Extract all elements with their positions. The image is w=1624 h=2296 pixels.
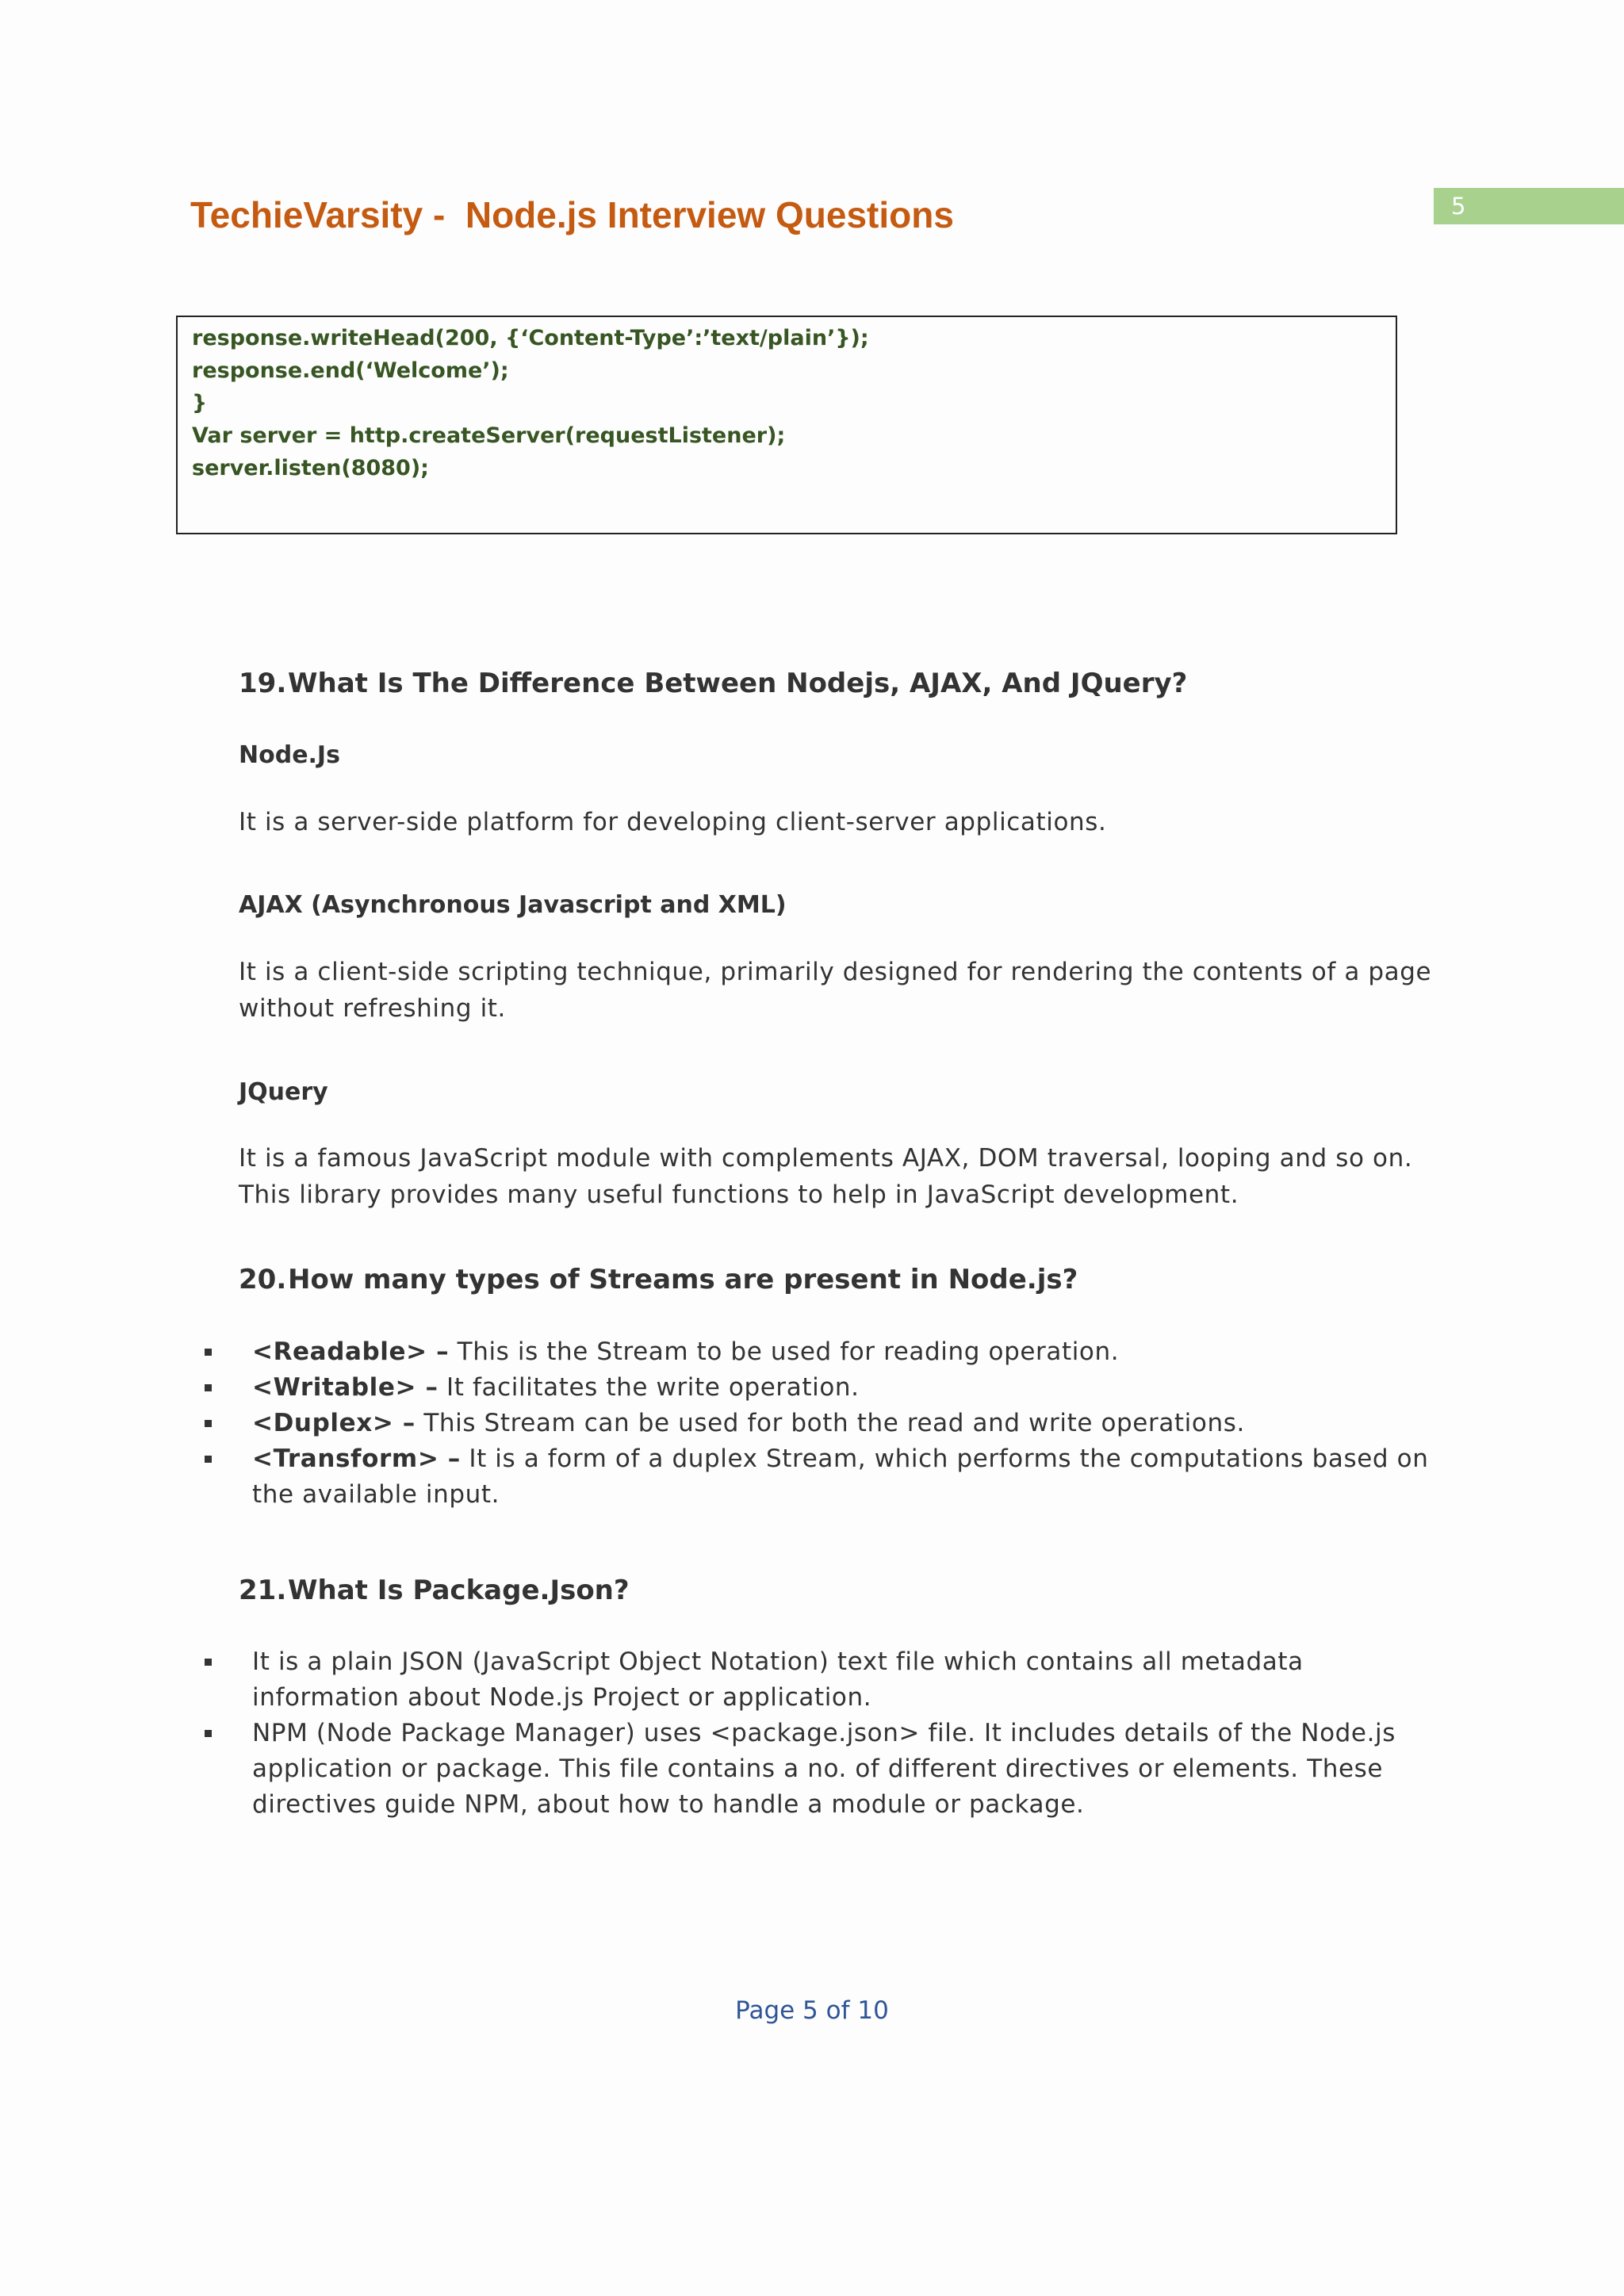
list-item-text: It is a plain JSON (JavaScript Object Notation) text file which contains all metadata information about Node.js Project or application. [252, 1647, 1304, 1712]
bullet-square-icon [205, 1659, 212, 1666]
stream-type-term: <Readable> – [252, 1337, 450, 1366]
stream-type-text: It is a form of a duplex Stream, which performs the computations based on the available input. [252, 1445, 1429, 1509]
code-line: Var server = http.createServer(requestListener); [192, 423, 786, 448]
bullet-square-icon [205, 1349, 212, 1356]
stream-type-term: <Writable> – [252, 1373, 439, 1402]
list-item [205, 1716, 1442, 1823]
list-item [205, 1370, 1442, 1406]
question-title: What Is The Difference Between Nodejs, AJAX, And JQuery? [288, 668, 1188, 699]
stream-type-text: This Stream can be used for both the read and write operations. [415, 1409, 1245, 1437]
stream-type-term: <Duplex> – [252, 1409, 416, 1437]
stream-type-term: <Transform> – [252, 1445, 461, 1473]
bullet-square-icon [205, 1730, 212, 1737]
code-line: response.end(‘Welcome’); [192, 358, 509, 383]
page-number-tab: 5 [1434, 188, 1624, 224]
question-number: 20. [239, 1264, 287, 1295]
jquery-subheading: JQuery [239, 1078, 328, 1106]
code-block [176, 316, 1397, 534]
ajax-description: It is a client-side scripting technique, primarily designed for rendering the contents of a page without refreshing it. [239, 958, 1432, 1023]
code-line: response.writeHead(200, {‘Content-Type’:’text/plain’}); [192, 326, 869, 350]
list-item [205, 1644, 1442, 1716]
code-line: server.listen(8080); [192, 456, 429, 480]
stream-type-text: It facilitates the write operation. [438, 1373, 860, 1402]
question-title: How many types of Streams are present in Node.js? [288, 1264, 1078, 1295]
stream-types-list [205, 1334, 1442, 1513]
list-item [205, 1406, 1442, 1441]
question-21-heading [239, 1575, 630, 1606]
bullet-square-icon [205, 1384, 212, 1391]
list-item [205, 1334, 1442, 1370]
question-title: What Is Package.Json? [288, 1575, 630, 1606]
jquery-description: It is a famous JavaScript module with complements AJAX, DOM traversal, looping and so on. This library provides many useful functions to help in JavaScript development. [239, 1144, 1413, 1209]
list-item-text: NPM (Node Package Manager) uses <package.json> file. It includes details of the Node.js application or package. This file contains a no. of different directives or elements. These directives guide NPM, about how to handle a module or package. [252, 1719, 1396, 1819]
question-number: 21. [239, 1575, 287, 1606]
ajax-subheading: AJAX (Asynchronous Javascript and XML) [239, 891, 787, 919]
code-line: } [192, 391, 208, 415]
list-item [205, 1441, 1442, 1513]
question-20-heading [239, 1264, 1078, 1295]
question-19-heading [239, 668, 1187, 699]
package-json-list [205, 1644, 1442, 1823]
document-title: TechieVarsity - Node.js Interview Questions [190, 194, 954, 235]
nodejs-description: It is a server-side platform for developing client-server applications. [239, 808, 1107, 836]
nodejs-subheading: Node.Js [239, 741, 340, 769]
bullet-square-icon [205, 1420, 212, 1427]
bullet-square-icon [205, 1456, 212, 1463]
page-footer: Page 5 of 10 [735, 1996, 889, 2025]
stream-type-text: This is the Stream to be used for reading operation. [449, 1337, 1120, 1366]
question-number: 19. [239, 668, 287, 699]
